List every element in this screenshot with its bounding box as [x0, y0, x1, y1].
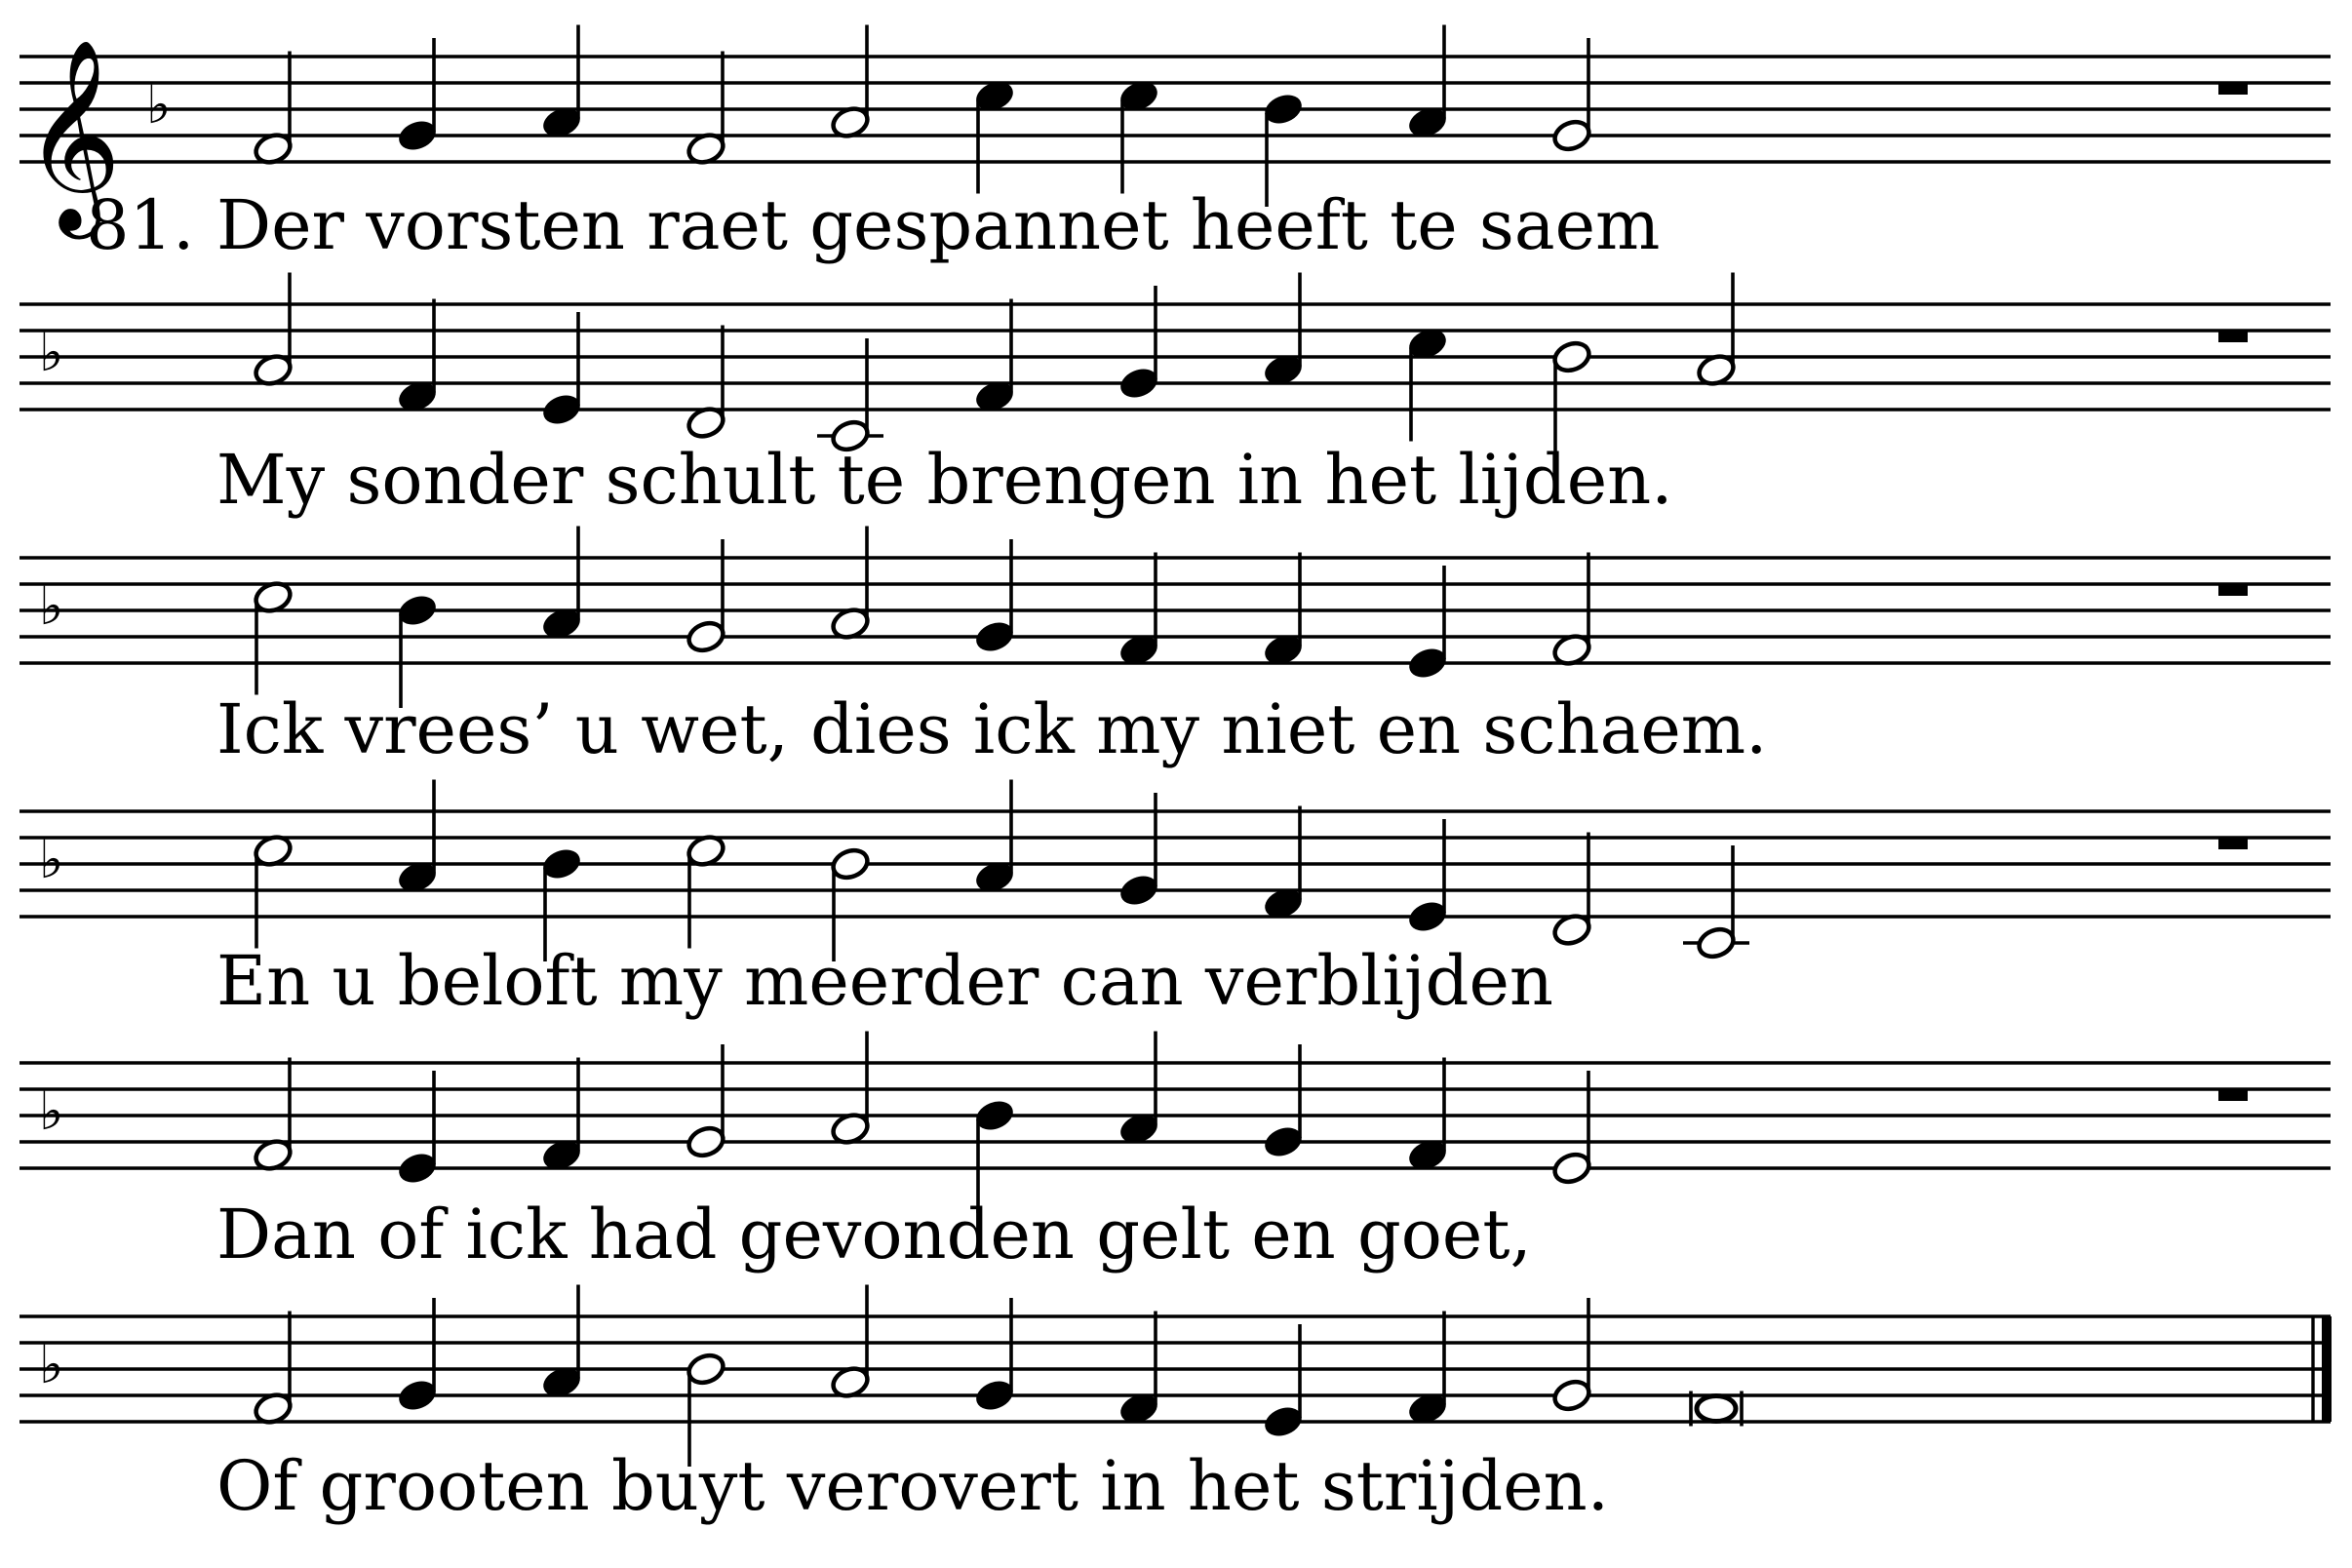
lyric-line-6: Of grooten buyt verovert in het strijden.: [216, 1446, 1609, 1526]
lyric-line-2: My sonder schult te brengen in het lijden.: [216, 440, 1673, 520]
end-rest-icon: [2218, 584, 2248, 596]
flat-key-signature-icon: [39, 1334, 63, 1395]
verse-number: 81.: [86, 185, 195, 265]
svg-text:♭: ♭: [39, 575, 64, 637]
flat-key-signature-icon: [39, 1080, 63, 1142]
flat-key-signature-icon: [39, 575, 63, 637]
end-rest-icon: [2218, 838, 2248, 849]
lyric-line-3: Ick vrees’ u wet, dies ick my niet en schaem.: [216, 689, 1768, 769]
svg-text:𝄞: 𝄞: [23, 38, 122, 231]
flat-key-signature-icon: [39, 829, 63, 890]
lyric-line-1: Der vorsten raet gespannet heeft te saem: [216, 185, 1661, 265]
end-rest-icon: [2218, 83, 2248, 95]
svg-text:♭: ♭: [39, 829, 64, 890]
end-rest-icon: [2218, 331, 2248, 342]
flat-key-signature-icon: [39, 322, 63, 383]
flat-key-signature-icon: [146, 74, 171, 136]
svg-text:♭: ♭: [39, 1334, 64, 1395]
svg-text:♭: ♭: [39, 1080, 64, 1142]
end-rest-icon: [2218, 1089, 2248, 1101]
lyric-line-5: Dan of ick had gevonden gelt en goet,: [216, 1195, 1532, 1274]
svg-text:♭: ♭: [39, 322, 64, 383]
svg-text:♭: ♭: [146, 74, 172, 136]
lyric-line-4: En u beloft my meerder can verblijden: [216, 941, 1553, 1021]
